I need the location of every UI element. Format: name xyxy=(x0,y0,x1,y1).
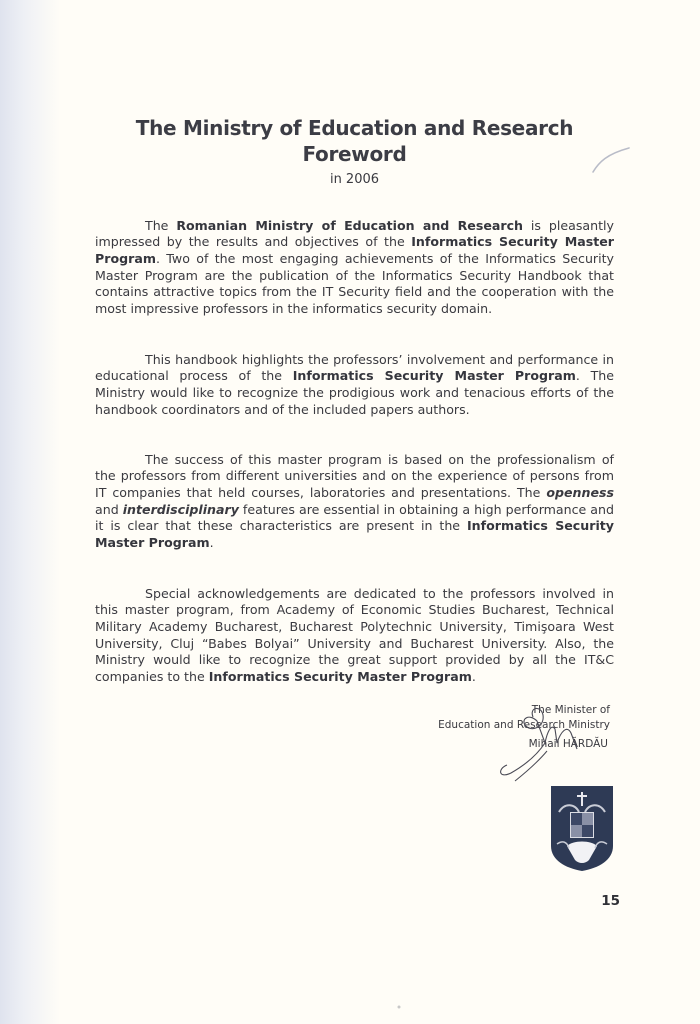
signature-name: Mihail HĂRDĂU xyxy=(528,738,608,750)
emphasized-text: Informatics Security Master Program xyxy=(95,518,614,551)
emphasized-text: Romanian Ministry of Education and Research xyxy=(176,217,524,233)
paragraph-text: . The Ministry would like to recognize the prodigious work and tenacious efforts of the handbook coordinators and of the included papers authors. xyxy=(95,368,614,417)
coat-of-arms-icon xyxy=(549,784,615,872)
page-title-foreword: Foreword xyxy=(302,142,407,166)
paragraph-text: . Two of the most engaging achievements of the Informatics Security Master Program are the publication of the Informatics Security Handbook that contains attractive topics from the IT Security field and the cooperation with the most impressive professors in the informatics security domain. xyxy=(95,251,614,317)
paragraph-3 xyxy=(95,452,614,552)
paragraph-4 xyxy=(95,586,614,686)
paragraph-text: . xyxy=(209,535,214,551)
page-title: The Ministry of Education and Research xyxy=(135,116,574,140)
scan-smudge xyxy=(395,1003,403,1011)
paragraph-text: This handbook highlights the professors’ involvement and performance in educational process of the xyxy=(95,351,614,384)
paragraph-text: . xyxy=(471,669,476,685)
handwritten-signature xyxy=(485,703,605,788)
signature-title-line2: Education and Research Ministry xyxy=(438,719,610,731)
emphasized-text: Informatics Security Master Program xyxy=(208,669,472,685)
pen-stroke-mark xyxy=(585,140,635,180)
page-edge-shadow xyxy=(0,0,60,1024)
emphasized-text: Informatics Security Master Program xyxy=(95,234,614,266)
paragraph-text: Special acknowledgements are dedicated to the professors involved in this master program, from Academy of Economic Studies Bucharest, Technical Military Academy Bucharest, Bucharest Polytechnic University, Timişoara West University, Cluj “Babes Bolyai” University and Bucharest University. Also, the Ministry would like to recognize the great support provided by all the IT&C companies to the xyxy=(95,585,614,685)
signature-title-line1: The Minister of xyxy=(531,704,610,716)
paragraph-text: is pleasantly impressed by the results and objectives of the xyxy=(95,217,614,250)
page-number: 15 xyxy=(601,893,620,909)
paragraph-1 xyxy=(95,218,614,318)
paragraph-text: The xyxy=(145,217,177,233)
page-subtitle-year: in 2006 xyxy=(329,172,380,187)
paragraph-text: The success of this master program is based on the professionalism of the professors from different universities and on the experience of persons from IT companies that held courses, laboratories and presentations. The xyxy=(95,451,614,500)
paragraph-text: features are essential in obtaining a high performance and it is clear that these characteristics are present in the xyxy=(95,501,614,534)
paragraph-2 xyxy=(95,352,614,419)
emphasized-text: interdisciplinary xyxy=(122,501,239,517)
emphasized-text: Informatics Security Master Program xyxy=(292,368,576,384)
paragraph-text: and xyxy=(95,501,123,517)
emphasized-text: openness xyxy=(546,485,614,500)
